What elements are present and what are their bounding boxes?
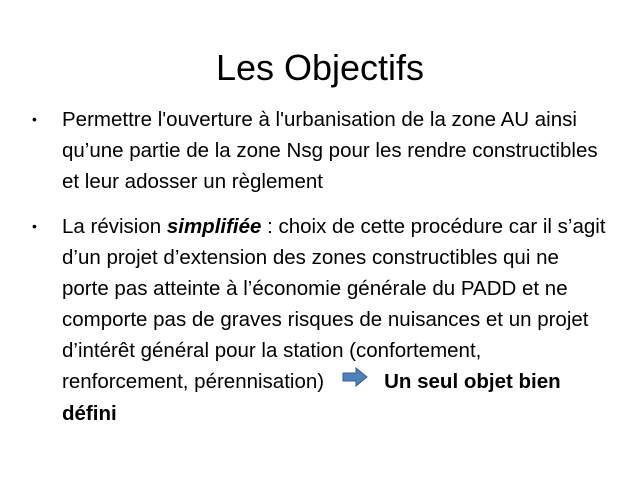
- bullet-list: [30, 104, 610, 443]
- bullet-text: : choix de cette procédure car il s’agit d’un projet d’extension des zones constructibles qui ne porte pas atteinte à l’économie générale du PADD et ne comporte pas de graves risques de nuisances et un projet d’intérêt général pour la station (confortement, renforcement, pérennisation): [62, 215, 606, 393]
- bullet-conclusion: Un seul objet bien défini: [62, 370, 561, 426]
- bullet-text: Permettre l'ouverture à l'urbanisation de la zone AU ainsi qu’une partie de la zone Nsg pour les rendre constructibles et leur adosser un règlement: [62, 108, 598, 193]
- slide-title: Les Objectifs: [215, 47, 425, 88]
- right-arrow-icon: [342, 365, 368, 396]
- bullet-prefix: La révision: [62, 215, 167, 238]
- bullet-item-objective: [30, 104, 610, 197]
- right-arrow-svg: [342, 367, 368, 387]
- bullet-emphasis: simplifiée: [166, 215, 262, 238]
- bullet-icon: •: [32, 111, 37, 127]
- bullet-icon: •: [32, 218, 37, 234]
- bullet-item-revision: [30, 211, 610, 429]
